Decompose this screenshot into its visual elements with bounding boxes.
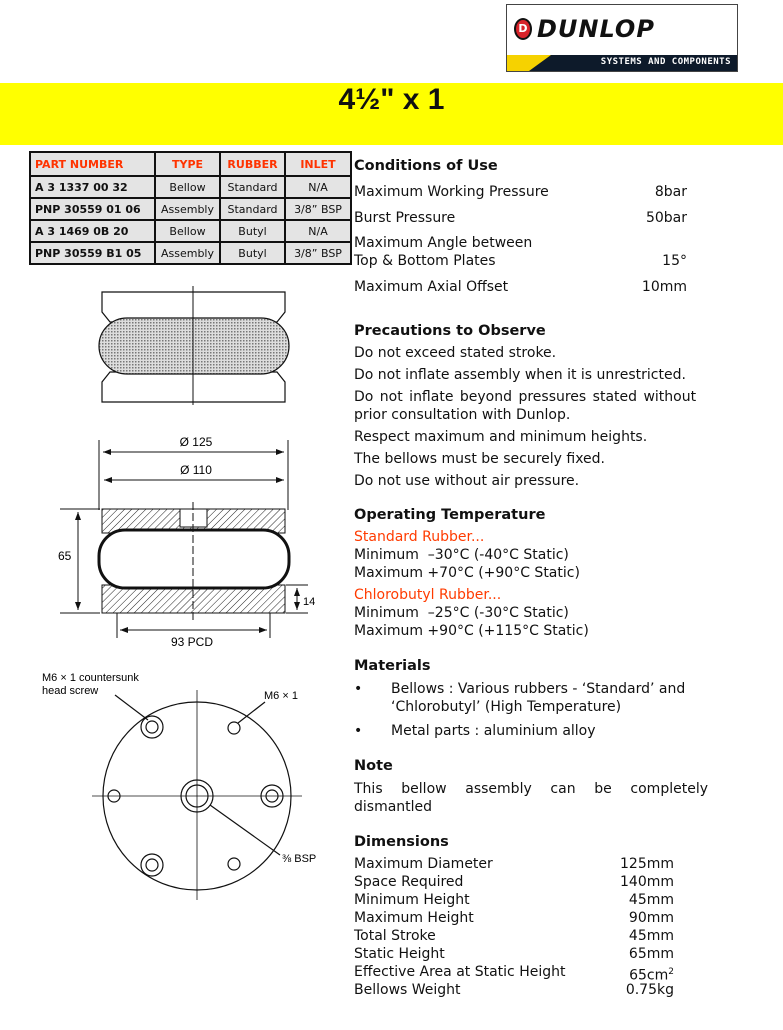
inlet: 3/8” BSP [285, 242, 351, 264]
part-number: A 3 1469 0B 20 [30, 220, 155, 242]
condition-row [354, 234, 687, 270]
label-screw-1: M6 × 1 countersunk [42, 672, 139, 684]
precaution-item: The bellows must be securely fixed. [354, 451, 606, 467]
type: Assembly [155, 198, 220, 220]
condition-label: Maximum Angle between [354, 235, 533, 251]
dimensions-heading: Dimensions [354, 834, 449, 850]
standard-rubber-label: Standard Rubber... [354, 529, 485, 545]
condition-value: 15° [662, 253, 687, 269]
dimension-value: $65cm^2$ [629, 967, 674, 984]
dimension-value: 0.75kg [625, 982, 674, 998]
condition-value: 10mm [641, 279, 687, 295]
header-type: TYPE [155, 152, 220, 176]
condition-label: Maximum Working Pressure [354, 184, 549, 200]
precautions-heading: Precautions to Observe [354, 323, 546, 339]
dimension-label: Space Required [354, 874, 464, 890]
parts-table [29, 151, 352, 265]
materials-heading: Materials [354, 658, 431, 674]
condition-label: Top & Bottom Plates [354, 253, 496, 269]
precautions-section [354, 322, 696, 490]
label-pcd: 93 PCD [170, 635, 214, 649]
rubber: Butyl [220, 220, 285, 242]
header-part-number: PART NUMBER [30, 152, 155, 176]
label-thread: M6 × 1 [264, 690, 298, 702]
rubber: Butyl [220, 242, 285, 264]
condition-row [354, 183, 687, 201]
dimension-value: 90mm [628, 910, 674, 926]
technical-drawings [0, 280, 345, 1030]
dimension-row [354, 963, 674, 984]
note-heading: Note [354, 758, 393, 774]
dimension-value: 65mm [628, 946, 674, 962]
dimension-label: Effective Area at Static Height [354, 964, 566, 980]
note-section [354, 757, 708, 816]
inlet: N/A [285, 220, 351, 242]
table-row [30, 242, 351, 264]
condition-row [354, 209, 687, 227]
dimension-label: Maximum Diameter [354, 856, 493, 872]
material-item: • Bellows : Various rubbers - ‘Standard’ and ‘Chlorobutyl’ (High Temperature) [354, 680, 711, 716]
table-row [30, 176, 351, 198]
conditions-section [354, 157, 687, 296]
standard-max: Maximum +70°C (+90°C Static) [354, 565, 580, 581]
chlorobutyl-rubber-label: Chlorobutyl Rubber... [354, 587, 502, 603]
precaution-item: Do not use without air pressure. [354, 473, 580, 489]
dimension-row [354, 981, 674, 999]
table-header-row [30, 152, 351, 176]
material-item: • Metal parts : aluminium alloy [354, 722, 714, 740]
logo-strip [507, 55, 737, 71]
dimension-row [354, 909, 674, 927]
label-plate: 14 [303, 596, 316, 608]
dimension-value: 45mm [628, 928, 674, 944]
note-text: This bellow assembly can be completely dismantled [354, 781, 708, 815]
dunlop-d-mark-icon: D [514, 18, 532, 40]
chloro-min: Minimum –25°C (-30°C Static) [354, 605, 569, 621]
type: Bellow [155, 176, 220, 198]
part-number: PNP 30559 B1 05 [30, 242, 155, 264]
logo-tagline: SYSTEMS AND COMPONENTS [600, 57, 731, 67]
dimension-label: Minimum Height [354, 892, 470, 908]
inlet: 3/8” BSP [285, 198, 351, 220]
dimension-row [354, 927, 674, 945]
dimension-row [354, 891, 674, 909]
bellow-plan-view [92, 690, 302, 900]
dimension-label: Total Stroke [354, 928, 436, 944]
label-inlet: ⅜ BSP [282, 853, 317, 865]
table-row [30, 220, 351, 242]
dimension-value: 140mm [620, 874, 674, 890]
condition-row [354, 278, 687, 296]
precaution-item: Do not exceed stated stroke. [354, 345, 557, 361]
header-rubber: RUBBER [220, 152, 285, 176]
dimension-value: 125mm [620, 856, 674, 872]
temperature-section [354, 506, 589, 640]
type: Bellow [155, 220, 220, 242]
materials-section [354, 657, 714, 740]
dimension-label: Bellows Weight [354, 982, 461, 998]
dimensions-section [354, 833, 674, 999]
dimension-label: Maximum Height [354, 910, 474, 926]
label-dia-inner: Ø 110 [180, 463, 212, 477]
dimension-label: Static Height [354, 946, 445, 962]
rubber: Standard [220, 176, 285, 198]
part-number: A 3 1337 00 32 [30, 176, 155, 198]
dimension-value: 45mm [628, 892, 674, 908]
type: Assembly [155, 242, 220, 264]
label-screw-2: head screw [42, 685, 99, 697]
dunlop-logo [506, 4, 738, 72]
label-height: 65 [58, 549, 72, 563]
logo-brand: DUNLOP [537, 15, 655, 43]
condition-value: 8bar [654, 184, 687, 200]
label-dia-outer: Ø 125 [179, 435, 213, 449]
dimension-row [354, 945, 674, 963]
temperature-heading: Operating Temperature [354, 507, 546, 523]
precaution-item: prior consultation with Dunlop. [354, 407, 571, 423]
condition-label: Burst Pressure [354, 210, 456, 226]
rubber: Standard [220, 198, 285, 220]
conditions-heading: Conditions of Use [354, 158, 498, 174]
precaution-item: Do not inflate beyond pressures stated without [354, 389, 697, 405]
precaution-item: Do not inflate assembly when it is unrestricted. [354, 367, 686, 383]
precaution-item: Respect maximum and minimum heights. [354, 429, 648, 445]
header-inlet: INLET [285, 152, 351, 176]
bellow-side-view [99, 286, 289, 405]
chloro-max: Maximum +90°C (+115°C Static) [354, 623, 589, 639]
standard-min: Minimum –30°C (-40°C Static) [354, 547, 569, 563]
condition-value: 50bar [645, 210, 687, 226]
part-number: PNP 30559 01 06 [30, 198, 155, 220]
table-row [30, 198, 351, 220]
condition-label: Maximum Axial Offset [354, 279, 509, 295]
inlet: N/A [285, 176, 351, 198]
page-title: 4½" x 1 [0, 83, 783, 145]
dimension-row [354, 873, 674, 891]
dimension-row [354, 855, 674, 873]
